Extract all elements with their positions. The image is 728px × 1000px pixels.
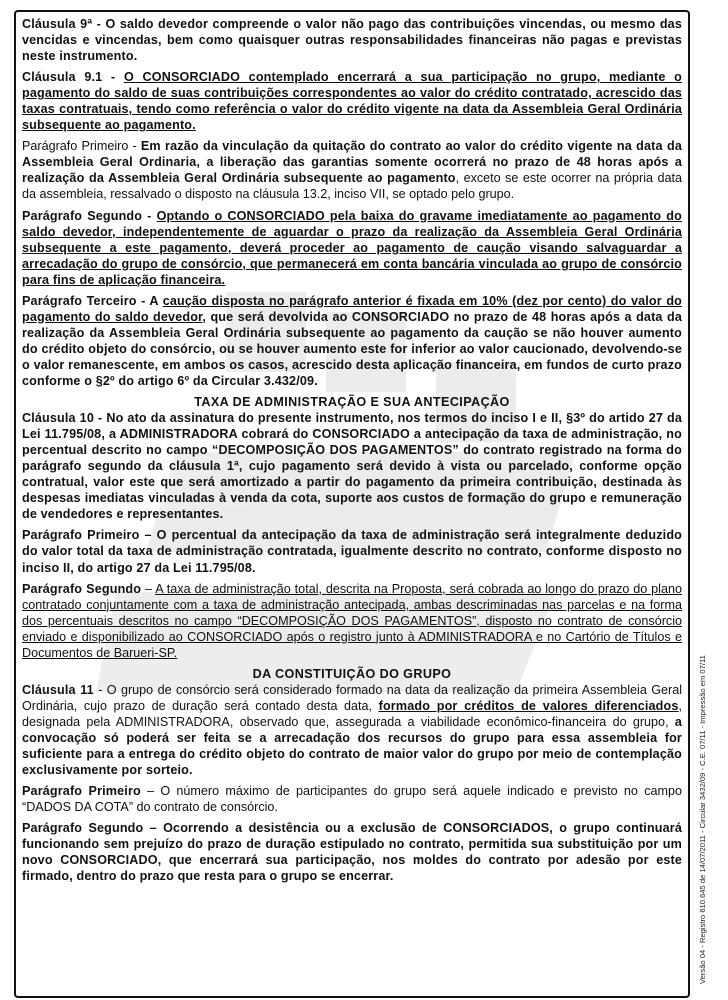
version-note: Versão 04 - Registro 610.645 de 14/07/2011 - Circular 3432/09 - C.E. 07/11 - Impressão em 07/11 [698, 655, 707, 984]
clause-11: Cláusula 11 - O grupo de consórcio será considerado formado na data da realização da primeira Assembleia Geral Ordinária, cujo prazo de duração será contado desta data, formado por créditos de valores diferenciados, designada pela ADMINISTRADORA, observado que, assegurada a viabilidade econômico-financeira do grupo, a convocação só poderá ser feita se a arrecadação dos recursos do grupo para essa assembleia for suficiente para a entrega do crédito objeto do contrato de maior valor do grupo por meio de contemplação exclusivamente por sorteio. [22, 682, 683, 778]
contract-page [14, 10, 690, 998]
section-heading-grupo: DA CONSTITUIÇÃO DO GRUPO [252, 666, 452, 681]
section-heading-taxa: TAXA DE ADMINISTRAÇÃO E SUA ANTECIPAÇÃO [194, 395, 510, 410]
clause-9-1: Cláusula 9.1 - O CONSORCIADO contemplado encerrará a sua participação no grupo, mediante o pagamento do saldo de suas contribuições correspondentes ao valor do crédito contratado, acrescido das taxas contratuais, tendo como referência o valor do crédito vigente na data da Assembleia Geral Ordinária subsequente ao pagamento. [22, 70, 682, 133]
clause-9-1-paragraph-2: Parágrafo Segundo - Optando o CONSORCIADO pela baixa do gravame imediatamente ao pagamento do saldo devedor, independentemente de aguardar o prazo da realização da Assembleia Geral Ordinária subsequente a este pagamento, deverá proceder ao pagamento de caução visando salvaguardar a arrecadação do grupo de consórcio, que permanecerá em conta bancária vinculada ao grupo de consórcio para fins de aplicação financeira. [22, 208, 682, 287]
clause-9-1-paragraph-3: Parágrafo Terceiro - A caução disposta no parágrafo anterior é fixada em 10% (dez por cento) do valor do pagamento do saldo devedor, que será devolvida ao CONSORCIADO no prazo de 48 horas após a data da realização da Assembleia Geral Ordinária subsequente ao pagamento da caução se não houver aumento do crédito objeto do consórcio, ou se houver aumento este for inferior ao valor caucionado, devolvendo-se o valor remanescente, em ambos os casos, acrescido desta aplicação financeira, em fundos de curto prazo conforme o §2º do artigo 6º da Circular 3.432/09. [22, 293, 682, 388]
clause-11-paragraph-1: Parágrafo Primeiro – O número máximo de participantes do grupo será aquele indicado e previsto no campo “DADOS DA COTA” do contrato de consórcio. [22, 784, 682, 815]
clause-11-paragraph-2: Parágrafo Segundo – Ocorrendo a desistência ou a exclusão de CONSORCIADOS, o grupo continuará funcionando sem prejuízo do prazo de duração estipulado no contrato, permitida sua substituição por um novo CONSORCIADO, que encerrará sua participação, nos moldes do contrato por adesão por este firmado, dentro do prazo que resta para o grupo se encerrar. [22, 821, 682, 884]
clause-10: Cláusula 10 - No ato da assinatura do presente instrumento, nos termos do inciso I e II, §3º do artido 27 da Lei 11.795/08, a ADMINISTRADORA cobrará do CONSORCIADO a antecipação da taxa de administração, no percentual descrito no campo “DECOMPOSIÇÃO DOS PAGAMENTOS” do contrato registrado na forma do parágrafo segundo da cláusula 1ª, cujo pagamento será devido à vista ou parcelado, conforme opção contratual, valor este que será amortizado a partir do pagamento da primeira contribuição, destinada às despesas imediatas vinculadas à venda da cota, suporte aos custos de formação do grupo e remuneração de vendedores e representantes. [22, 411, 682, 522]
clause-10-paragraph-1: Parágrafo Primeiro – O percentual da antecipação da taxa de administração será integralmente deduzido do valor total da taxa de administração contratada, igualmente descrito no contrato, conforme disposto no inciso II, do artigo 27 da Lei 11.795/08. [22, 528, 682, 575]
clause-10-paragraph-2: Parágrafo Segundo – A taxa de administração total, descrita na Proposta, será cobrada ao longo do prazo do plano contratado conjuntamente com a taxa de administração antecipada, ambas descriminadas nas parcelas e na forma dos percentuais descritos no campo “DECOMPOSIÇÃO DOS PAGAMENTOS”, disposto no contrato de consórcio enviado e disponibilizado ao CONSORCIADO após o registro junto à ADMINISTRADORA e no Cartório de Títulos e Documentos de Barueri-SP. [22, 581, 682, 660]
clause-9-1-paragraph-1: Parágrafo Primeiro - Em razão da vinculação da quitação do contrato ao valor do crédito vigente na data da Assembleia Geral Ordinaria, a liberação das garantias somente ocorrerá no prazo de 48 horas após a realização da Assembleia Geral Ordinária subsequente ao pagamento, exceto se este ocorrer na própria data da assembleia, ressalvado o disposto na cláusula 13.2, inciso VII, se optado pelo grupo. [22, 139, 682, 202]
contract-text [22, 16, 682, 889]
clause-9: Cláusula 9ª - O saldo devedor compreende o valor não pago das contribuições vincendas, ou mesmo das vencidas e vincendas, bem como quaisquer outras responsabilidades financeiras não pagas e previstas neste instrumento. [22, 17, 682, 64]
